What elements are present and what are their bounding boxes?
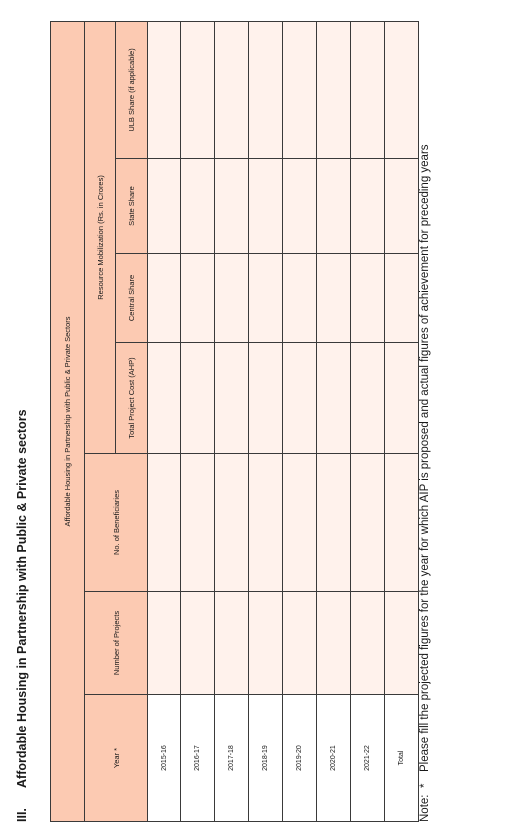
resource-header: Resource Mobilization (Rs. in Crores) [85, 21, 116, 453]
table-row [181, 21, 215, 821]
input-cell[interactable] [249, 592, 283, 695]
input-cell[interactable] [215, 159, 249, 254]
housing-table-frame [50, 22, 415, 822]
section-heading [15, 409, 29, 822]
input-cell[interactable] [249, 343, 283, 454]
note-marker: * [419, 783, 431, 788]
input-cell[interactable] [249, 21, 283, 158]
input-cell[interactable] [385, 21, 419, 158]
table-row [351, 21, 385, 821]
input-cell[interactable] [148, 454, 181, 592]
input-cell[interactable] [351, 343, 385, 454]
input-cell[interactable] [215, 454, 249, 592]
input-cell[interactable] [317, 21, 351, 158]
row-year-label: 2020-21 [317, 695, 351, 822]
input-cell[interactable] [215, 254, 249, 343]
housing-partnership-table [50, 21, 419, 822]
total-row [385, 21, 419, 821]
table-row [215, 21, 249, 821]
input-cell[interactable] [215, 592, 249, 695]
section-number: III. [15, 808, 29, 822]
col-header-beneficiaries: No. of Beneficiaries [85, 454, 148, 592]
input-cell[interactable] [351, 592, 385, 695]
input-cell[interactable] [385, 254, 419, 343]
input-cell[interactable] [181, 592, 215, 695]
table-row [283, 21, 317, 821]
table-row [317, 21, 351, 821]
input-cell[interactable] [181, 159, 215, 254]
table-row [249, 21, 283, 821]
group-header: Affordable Housing in Partnership with Public & Private Sectors [51, 21, 85, 821]
table-row [148, 21, 181, 821]
col-header-year: Year * [85, 695, 148, 822]
input-cell[interactable] [317, 343, 351, 454]
input-cell[interactable] [385, 454, 419, 592]
row-year-label: 2018-19 [249, 695, 283, 822]
input-cell[interactable] [181, 343, 215, 454]
input-cell[interactable] [148, 254, 181, 343]
input-cell[interactable] [283, 254, 317, 343]
col-header-projects: Number of Projects [85, 592, 148, 695]
input-cell[interactable] [283, 159, 317, 254]
input-cell[interactable] [215, 21, 249, 158]
input-cell[interactable] [351, 21, 385, 158]
input-cell[interactable] [317, 592, 351, 695]
input-cell[interactable] [283, 343, 317, 454]
page-note [419, 144, 431, 822]
input-cell[interactable] [148, 343, 181, 454]
input-cell[interactable] [249, 254, 283, 343]
input-cell[interactable] [215, 343, 249, 454]
input-cell[interactable] [148, 21, 181, 158]
table-body [148, 21, 419, 821]
input-cell[interactable] [181, 254, 215, 343]
row-year-label: 2017-18 [215, 695, 249, 822]
note-label: Note: [419, 794, 431, 822]
row-year-label: 2016-17 [181, 695, 215, 822]
section-title: Affordable Housing in Partnership with Public & Private sectors [15, 409, 29, 788]
col-header-ulb-share: ULB Share (if applicable) [116, 21, 148, 158]
input-cell[interactable] [385, 343, 419, 454]
input-cell[interactable] [148, 592, 181, 695]
input-cell[interactable] [181, 21, 215, 158]
col-header-central-share: Central Share [116, 254, 148, 343]
col-header-state-share: State Share [116, 159, 148, 254]
input-cell[interactable] [351, 454, 385, 592]
col-header-total-cost: Total Project Cost (AHP) [116, 343, 148, 454]
input-cell[interactable] [385, 159, 419, 254]
note-text: Please fill the projected figures for the year for which AIP is proposed and actual figures of achievement for preceding years [419, 144, 431, 772]
input-cell[interactable] [181, 454, 215, 592]
input-cell[interactable] [351, 254, 385, 343]
input-cell[interactable] [283, 454, 317, 592]
input-cell[interactable] [317, 454, 351, 592]
row-year-label: Total [385, 695, 419, 822]
input-cell[interactable] [385, 592, 419, 695]
input-cell[interactable] [249, 159, 283, 254]
input-cell[interactable] [317, 254, 351, 343]
input-cell[interactable] [148, 159, 181, 254]
input-cell[interactable] [351, 159, 385, 254]
row-year-label: 2015-16 [148, 695, 181, 822]
input-cell[interactable] [249, 454, 283, 592]
row-year-label: 2019-20 [283, 695, 317, 822]
row-year-label: 2021-22 [351, 695, 385, 822]
input-cell[interactable] [283, 592, 317, 695]
input-cell[interactable] [283, 21, 317, 158]
input-cell[interactable] [317, 159, 351, 254]
